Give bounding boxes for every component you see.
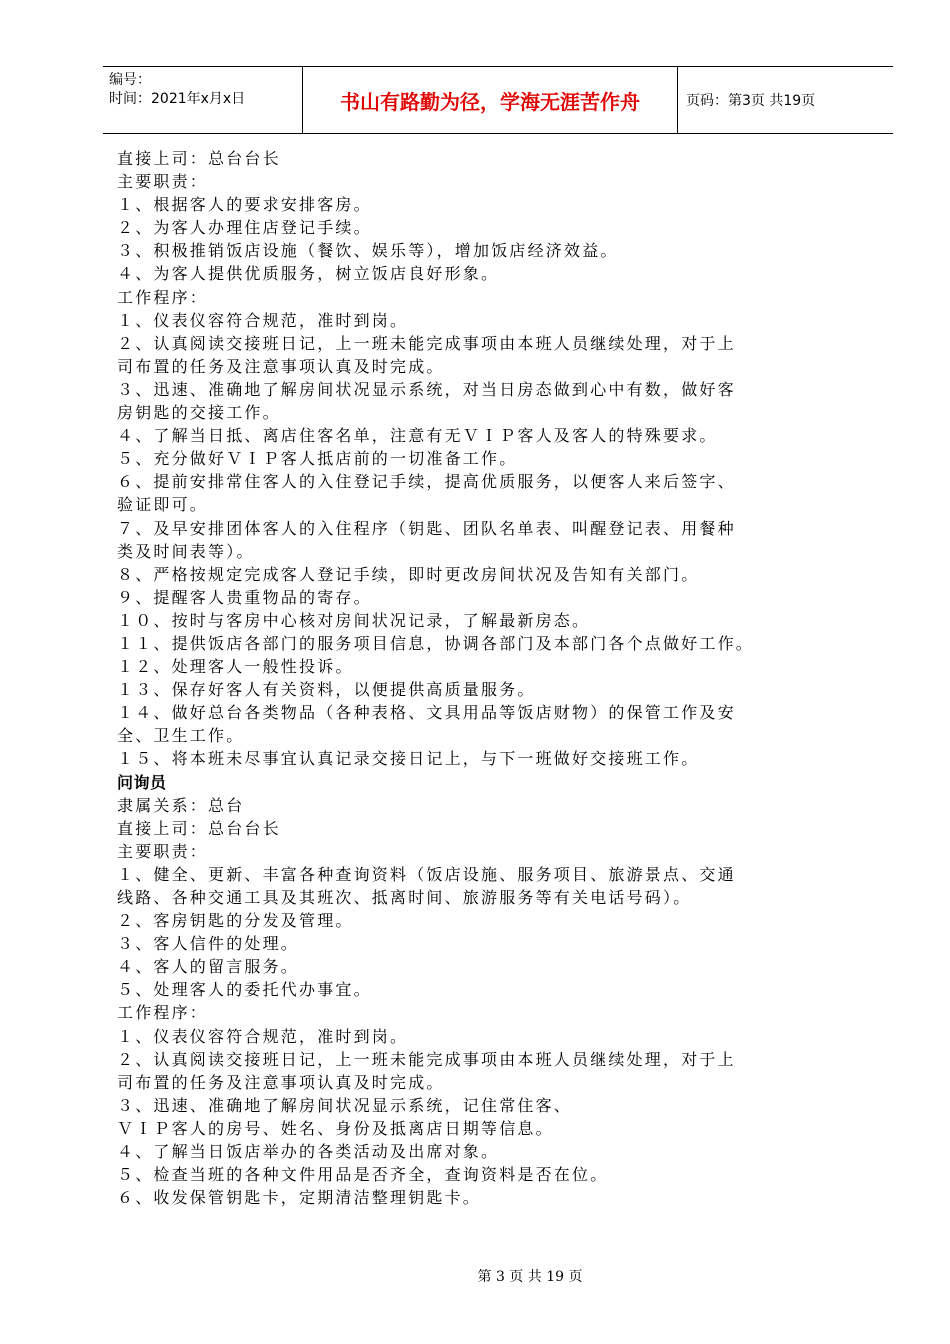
- text-line: ５、充分做好ＶＩＰ客人抵店前的一切准备工作。: [117, 449, 518, 469]
- text-line: 工作程序：: [117, 287, 209, 307]
- text-line: ４、了解当日饭店举办的各类活动及出席对象。: [117, 1142, 500, 1162]
- text-line: ４、了解当日抵、离店住客名单，注意有无ＶＩＰ客人及客人的特殊要求。: [117, 426, 718, 446]
- text-line: 类及时间表等）。: [117, 541, 255, 561]
- text-line: ４、为客人提供优质服务，树立饭店良好形象。: [117, 264, 500, 284]
- text-line: ３、积极推销饭店设施（餐饮、娱乐等），增加饭店经济效益。: [117, 241, 619, 261]
- text-line: ６、提前安排常住客人的入住登记手续，提高优质服务，以便客人来后签字、: [117, 472, 736, 492]
- text-line: 主要职责：: [117, 172, 209, 192]
- text-line: １４、做好总台各类物品（各种表格、文具用品等饭店财物）的保管工作及安: [117, 703, 736, 723]
- text-line: ７、及早安排团体客人的入住程序（钥匙、团队名单表、叫醒登记表、用餐种: [117, 518, 736, 538]
- text-line: ２、为客人办理住店登记手续。: [117, 218, 372, 238]
- text-line: ４、客人的留言服务。: [117, 957, 300, 977]
- text-line: １２、处理客人一般性投诉。: [117, 657, 354, 677]
- text-line: １０、按时与客房中心核对房间状况记录，了解最新房态。: [117, 610, 591, 630]
- text-line: １、根据客人的要求安排客房。: [117, 195, 372, 215]
- text-line: 直接上司：总台台长: [117, 818, 281, 838]
- text-line: ５、检查当班的各种文件用品是否齐全，查询资料是否在位。: [117, 1165, 609, 1185]
- text-line: 房钥匙的交接工作。: [117, 403, 281, 423]
- text-line: 工作程序：: [117, 1003, 209, 1023]
- text-line: １、健全、更新、丰富各种查询资料（饭店设施、服务项目、旅游景点、交通: [117, 864, 736, 884]
- header-meta: [103, 67, 303, 133]
- text-line: 司布置的任务及注意事项认真及时完成。: [117, 356, 445, 376]
- text-line: ５、处理客人的委托代办事宜。: [117, 980, 372, 1000]
- text-line: ９、提醒客人贵重物品的寄存。: [117, 587, 372, 607]
- header-page-info: 页码：第3页 共19页: [686, 93, 816, 109]
- text-line: 司布置的任务及注意事项认真及时完成。: [117, 1072, 445, 1092]
- text-line: １、仪表仪容符合规范，准时到岗。: [117, 310, 409, 330]
- page-header: [103, 66, 893, 134]
- time-label: 时间：2021年x月x日: [109, 91, 246, 107]
- number-label: 编号：: [109, 72, 151, 88]
- text-line: ８、严格按规定完成客人登记手续，即时更改房间状况及告知有关部门。: [117, 564, 700, 584]
- text-line: ２、认真阅读交接班日记，上一班未能完成事项由本班人员继续处理，对于上: [117, 1049, 736, 1069]
- section-heading: 问询员: [117, 772, 167, 792]
- text-line: 验证即可。: [117, 495, 209, 515]
- text-line: 全、卫生工作。: [117, 726, 245, 746]
- text-line: ２、认真阅读交接班日记，上一班未能完成事项由本班人员继续处理，对于上: [117, 333, 736, 353]
- text-line: ２、客房钥匙的分发及管理。: [117, 911, 354, 931]
- text-line: １３、保存好客人有关资料，以便提供高质量服务。: [117, 680, 536, 700]
- text-line: ３、迅速、准确地了解房间状况显示系统，对当日房态做到心中有数，做好客: [117, 379, 736, 399]
- text-line: １５、将本班未尽事宜认真记录交接日记上，与下一班做好交接班工作。: [117, 749, 700, 769]
- text-line: 线路、各种交通工具及其班次、抵离时间、旅游服务等有关电话号码）。: [117, 888, 692, 907]
- text-line: ３、客人信件的处理。: [117, 934, 300, 954]
- text-line: 主要职责：: [117, 841, 209, 861]
- document-body: [117, 147, 887, 1209]
- text-line: ６、收发保管钥匙卡，定期清洁整理钥匙卡。: [117, 1188, 482, 1208]
- text-line: ＶＩＰ客人的房号、姓名、身份及抵离店日期等信息。: [117, 1118, 554, 1138]
- text-line: 隶属关系：总台: [117, 795, 245, 815]
- header-motto: 书山有路勤为径，学海无涯苦作舟: [303, 67, 678, 133]
- text-line: 直接上司：总台台长: [117, 149, 281, 168]
- text-line: １１、提供饭店各部门的服务项目信息，协调各部门及本部门各个点做好工作。: [117, 633, 755, 653]
- text-line: ３、迅速、准确地了解房间状况显示系统，记住常住客、: [117, 1095, 573, 1115]
- page-footer: 第 3 页 共 19 页: [477, 1269, 583, 1285]
- text-line: １、仪表仪容符合规范，准时到岗。: [117, 1026, 409, 1046]
